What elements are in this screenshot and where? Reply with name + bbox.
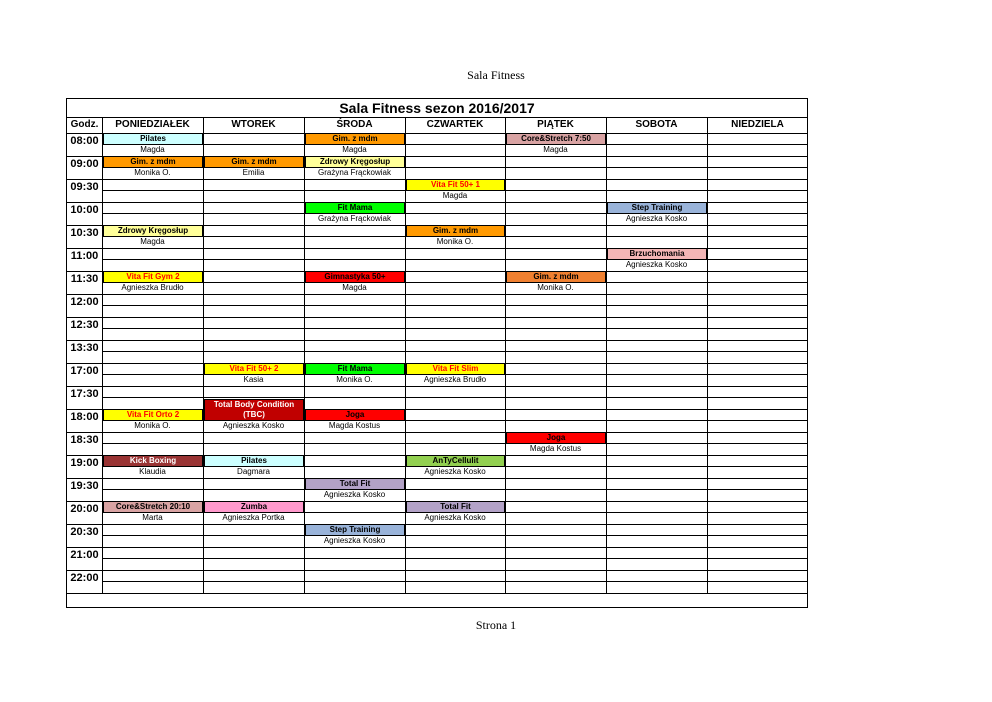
class-instructor: Monika O. — [134, 421, 171, 430]
column-header-day: NIEDZIELA — [731, 119, 784, 130]
time-label: 19:30 — [70, 480, 99, 492]
grid-line — [102, 489, 808, 490]
class-block: Zdrowy Kręgosłup — [305, 156, 405, 168]
time-label: 11:30 — [70, 273, 99, 285]
class-instructor: Marta — [142, 513, 163, 522]
class-block: Gim. z mdm — [204, 156, 304, 168]
column-header-godz: Godz. — [70, 119, 99, 130]
class-instructor: Agnieszka Portka — [222, 513, 285, 522]
class-instructor: Agnieszka Brudło — [121, 283, 184, 292]
time-label: 20:30 — [70, 526, 99, 538]
class-block: Zdrowy Kręgosłup — [103, 225, 203, 237]
class-block: Zumba — [204, 501, 304, 513]
time-label: 09:30 — [70, 181, 99, 193]
grid-line — [66, 294, 808, 295]
time-label: 21:00 — [70, 549, 99, 561]
time-label: 22:00 — [70, 572, 99, 584]
class-instructor: Agnieszka Kosko — [222, 421, 285, 430]
class-instructor: Agnieszka Kosko — [323, 490, 386, 499]
class-instructor: Emilia — [242, 168, 265, 177]
grid-line — [66, 340, 808, 341]
grid-line — [102, 282, 808, 283]
time-label: 09:00 — [70, 158, 99, 170]
class-block: Total Fit — [305, 478, 405, 490]
grid-line — [102, 558, 808, 559]
class-instructor: Magda — [140, 145, 165, 154]
class-block: Kick Boxing — [103, 455, 203, 467]
class-instructor: Monika O. — [537, 283, 574, 292]
class-block: Joga — [506, 432, 606, 444]
time-label: 11:00 — [70, 250, 99, 262]
grid-line — [102, 305, 808, 306]
column-header-day: WTOREK — [231, 119, 276, 130]
column-header-day: PIĄTEK — [537, 119, 574, 130]
class-instructor: Grażyna Frąckowiak — [318, 168, 391, 177]
time-label: 12:00 — [70, 296, 99, 308]
grid-line — [66, 547, 808, 548]
class-instructor: Agnieszka Kosko — [323, 536, 386, 545]
class-block: Joga — [305, 409, 405, 421]
class-instructor: Klaudia — [139, 467, 166, 476]
time-label: 17:00 — [70, 365, 99, 377]
time-label: 20:00 — [70, 503, 99, 515]
class-block: Total Fit — [406, 501, 505, 513]
class-block: Fit Mama — [305, 363, 405, 375]
grid-line — [505, 117, 506, 593]
time-label: 13:30 — [70, 342, 99, 354]
page-header: Sala Fitness — [467, 68, 525, 82]
grid-line — [102, 535, 808, 536]
class-block: Core&Stretch 7:50 — [506, 133, 606, 145]
grid-line — [66, 593, 808, 594]
class-block: Vita Fit Gym 2 — [103, 271, 203, 283]
class-instructor: Magda — [342, 283, 367, 292]
grid-line — [707, 117, 708, 593]
column-header-day: CZWARTEK — [426, 119, 484, 130]
class-instructor: Agnieszka Kosko — [424, 513, 486, 522]
class-instructor: Agnieszka Kosko — [424, 467, 486, 476]
class-block: Vita Fit 50+ 2 — [204, 363, 304, 375]
grid-line — [102, 581, 808, 582]
schedule-title: Sala Fitness sezon 2016/2017 — [339, 100, 535, 116]
class-block: Total Body Condition (TBC) — [204, 399, 304, 421]
class-instructor: Monika O. — [134, 168, 171, 177]
class-block: Vita Fit 50+ 1 — [406, 179, 505, 191]
time-label: 19:00 — [70, 457, 99, 469]
column-header-day: SOBOTA — [635, 119, 678, 130]
class-block: Gim. z mdm — [506, 271, 606, 283]
grid-line — [66, 317, 808, 318]
grid-line — [606, 117, 607, 593]
grid-line — [66, 386, 808, 387]
class-instructor: Magda — [342, 145, 367, 154]
class-instructor: Agnieszka Brudło — [423, 375, 487, 384]
class-block: Gim. z mdm — [406, 225, 505, 237]
grid-line — [102, 397, 808, 398]
class-block: Vita Fit Orto 2 — [103, 409, 203, 421]
grid-line — [102, 144, 808, 145]
time-label: 17:30 — [70, 388, 99, 400]
column-header-day: PONIEDZIAŁEK — [115, 119, 190, 130]
time-label: 08:00 — [70, 135, 99, 147]
class-instructor: Magda Kostus — [328, 421, 381, 430]
class-instructor: Dagmara — [237, 467, 270, 476]
class-block: AnTyCellulit — [406, 455, 505, 467]
grid-line — [66, 478, 808, 479]
class-block: Gimnastyka 50+ — [305, 271, 405, 283]
class-block: Vita Fit Slim — [406, 363, 505, 375]
grid-line — [102, 443, 808, 444]
class-block: Gim. z mdm — [305, 133, 405, 145]
class-block: Fit Mama — [305, 202, 405, 214]
grid-line — [304, 117, 305, 593]
class-instructor: Magda Kostus — [529, 444, 582, 453]
time-label: 12:30 — [70, 319, 99, 331]
grid-line — [66, 570, 808, 571]
class-block: Gim. z mdm — [103, 156, 203, 168]
class-block: Core&Stretch 20:10 — [103, 501, 203, 513]
class-block: Step Training — [305, 524, 405, 536]
time-label: 10:00 — [70, 204, 99, 216]
class-block: Pilates — [103, 133, 203, 145]
class-instructor: Grażyna Frąckowiak — [318, 214, 391, 223]
class-instructor: Agnieszka Kosko — [625, 260, 688, 269]
time-label: 10:30 — [70, 227, 99, 239]
grid-line — [102, 328, 808, 329]
class-instructor: Magda — [442, 191, 468, 200]
class-instructor: Monika O. — [436, 237, 474, 246]
time-label: 18:30 — [70, 434, 99, 446]
grid-line — [66, 432, 808, 433]
class-block: Pilates — [204, 455, 304, 467]
grid-line — [66, 524, 808, 525]
class-instructor: Magda — [543, 145, 568, 154]
class-block: Step Training — [607, 202, 707, 214]
page-footer: Strona 1 — [475, 618, 517, 632]
class-instructor: Monika O. — [336, 375, 373, 384]
class-instructor: Agnieszka Kosko — [625, 214, 688, 223]
class-instructor: Kasia — [243, 375, 264, 384]
class-block: Brzuchomania — [607, 248, 707, 260]
class-instructor: Magda — [140, 237, 165, 246]
column-header-day: ŚRODA — [336, 119, 373, 130]
time-label: 18:00 — [70, 411, 99, 423]
grid-line — [102, 351, 808, 352]
